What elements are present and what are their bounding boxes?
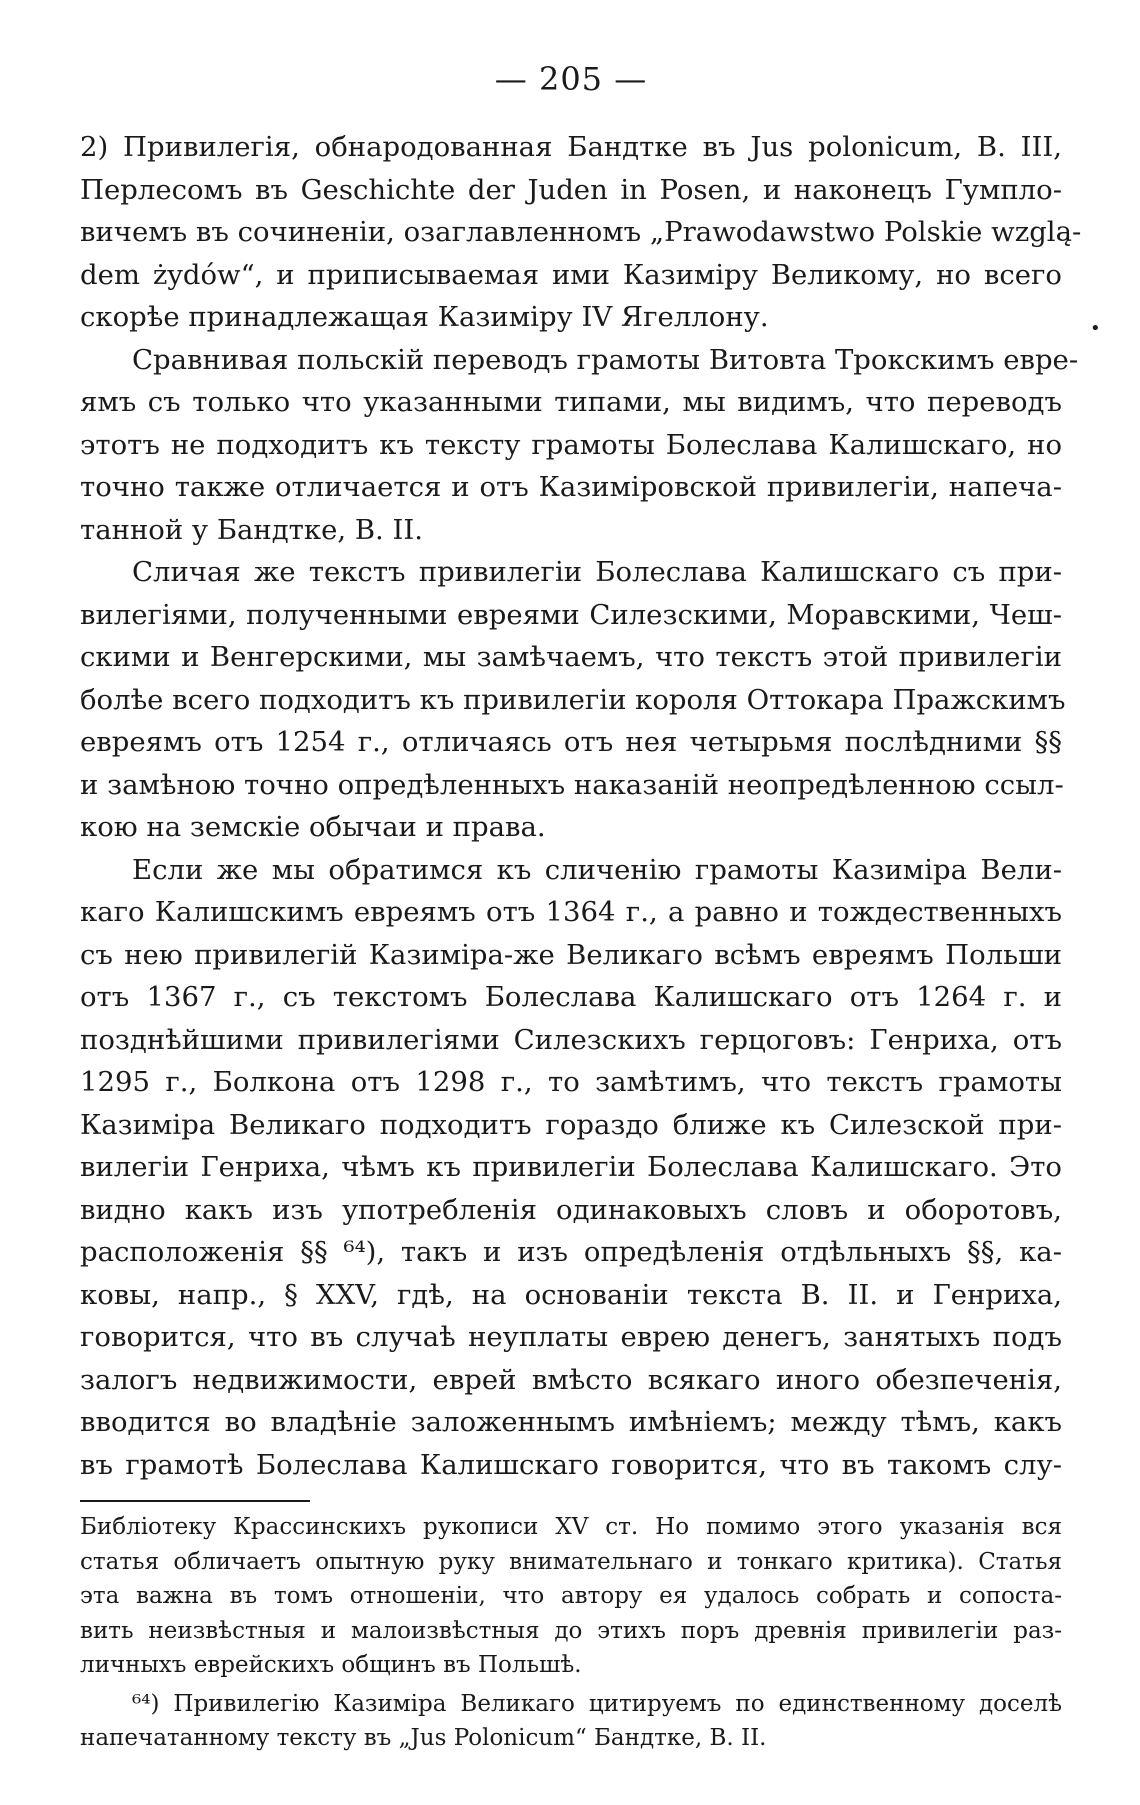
text-line: позднѣйшими привилегіями Силезскихъ герцоговъ: Генриха, отъ [80,1023,1062,1056]
paragraph-1 [80,126,1082,339]
paragraph-4 [80,849,1062,1487]
footnotes [80,1510,1062,1756]
text-line: dem żydów“, и приписываемая ими Казиміру Великому, но всего [80,258,1062,291]
text-line: отъ 1367 г., съ текстомъ Болеслава Калишскаго отъ 1264 г. и [80,981,1062,1013]
text-line: видно какъ изъ употребленія одинаковыхъ словъ и оборотовъ, [80,1193,1062,1226]
footnote-line: вить неизвѣстныя и малоизвѣстныя до этихъ поръ древнія привилегіи раз- [80,1617,1062,1644]
text-line: Сличая же текстъ привилегіи Болеслава Калишскаго съ при- [132,556,1062,588]
text-line: Перлесомъ въ Geschichte der Juden in Posen, и наконецъ Гумпло- [80,173,1062,206]
text-line: 2) Привилегія, обнародованная Бандтке въ Jus polonicum, В. III, [80,131,1062,163]
text-line: каго Калишскимъ евреямъ отъ 1364 г., а равно и тождественныхъ [80,896,1062,928]
text-line: Сравнивая польскій переводъ грамоты Витовта Трокскимъ евре- [132,343,1079,376]
text-line: танной у Бандтке, В. II. [80,513,423,546]
text-line: 1295 г., Болкона отъ 1298 г., то замѣтимъ, что текстъ грамоты [80,1066,1062,1098]
footnote-line: эта важна въ томъ отношеніи, что автору ея удалось собрать и сопоста- [80,1583,1062,1609]
text-line: ковы, напр., § XXV, гдѣ, на основаніи текста В. II. и Генриха, [80,1278,1062,1311]
footnote-64-line: ⁶⁴) Привилегію Казиміра Великаго цитируемъ по единственному доселѣ [132,1690,1062,1717]
text-line: вичемъ въ сочиненіи, озаглавленномъ „Prawodawstwo Polskie wzglą- [80,216,1082,248]
text-line: съ нею привилегій Казиміра-же Великаго всѣмъ евреямъ Польши [80,938,1062,971]
text-line: вводится во владѣніе заложеннымъ имѣніемъ; между тѣмъ, какъ [80,1406,1062,1438]
footnote-separator [80,1500,310,1502]
text-line: говорится, что въ случаѣ неуплаты еврею денегъ, занятыхъ подъ [80,1321,1062,1353]
text-line: скими и Венгерскими, мы замѣчаемъ, что текстъ этой привилегіи [80,641,1062,673]
text-line: Если же мы обратимся къ сличенію грамоты Казиміра Вели- [132,853,1062,886]
footnote-line: статья обличаетъ опытную руку внимательнаго и тонкаго критика). Статья [80,1548,1062,1575]
text-line: кою на земскіе обычаи и права. [80,811,546,843]
text-line: евреямъ отъ 1254 г., отличаясь отъ нея четырьмя послѣдними §§ [80,726,1062,758]
paragraph-3 [80,551,1066,849]
footnote-64-line: напечатанному тексту въ „Jus Polonicum“ Бандтке, В. II. [80,1725,767,1751]
paragraph-2 [80,339,1079,552]
text-line: болѣе всего подходитъ къ привилегіи короля Оттокара Пражскимъ [80,683,1066,716]
footnote-line: личныхъ еврейскихъ общинъ въ Польшѣ. [80,1652,582,1678]
text-line: и замѣною точно опредѣленныхъ наказаній неопредѣленною ссыл- [80,768,1064,801]
text-line: въ грамотѣ Болеслава Калишскаго говорится, что въ такомъ слу- [80,1448,1062,1481]
text-line: вилегіи Генриха, чѣмъ къ привилегіи Болеслава Калишскаго. Это [80,1151,1062,1183]
text-line: расположенія §§ ⁶⁴), такъ и изъ опредѣленія отдѣльныхъ §§, ка- [80,1236,1062,1268]
text-line: залогъ недвижимости, еврей вмѣсто всякаго иного обезпеченія, [80,1363,1062,1396]
text-line: ямъ съ только что указанными типами, мы видимъ, что переводъ [80,386,1062,418]
book-page [80,60,1082,1756]
text-line: Казиміра Великаго подходитъ гораздо ближе къ Силезской при- [80,1108,1062,1141]
text-line: вилегіями, полученными евреями Силезскими, Моравскими, Чеш- [80,598,1062,631]
margin-mark: • [1090,318,1101,339]
footnote-line: Библіотеку Крассинскихъ рукописи XV ст. Но помимо этого указанія вся [80,1514,1062,1540]
page-number: — 205 — [494,60,648,98]
text-line: этотъ не подходитъ къ тексту грамоты Болеслава Калишскаго, но [80,428,1062,461]
text-line: скорѣе принадлежащая Казиміру IV Ягеллону. [80,301,769,333]
text-line: точно также отличается и отъ Казиміровской привилегіи, напеча- [80,471,1062,503]
